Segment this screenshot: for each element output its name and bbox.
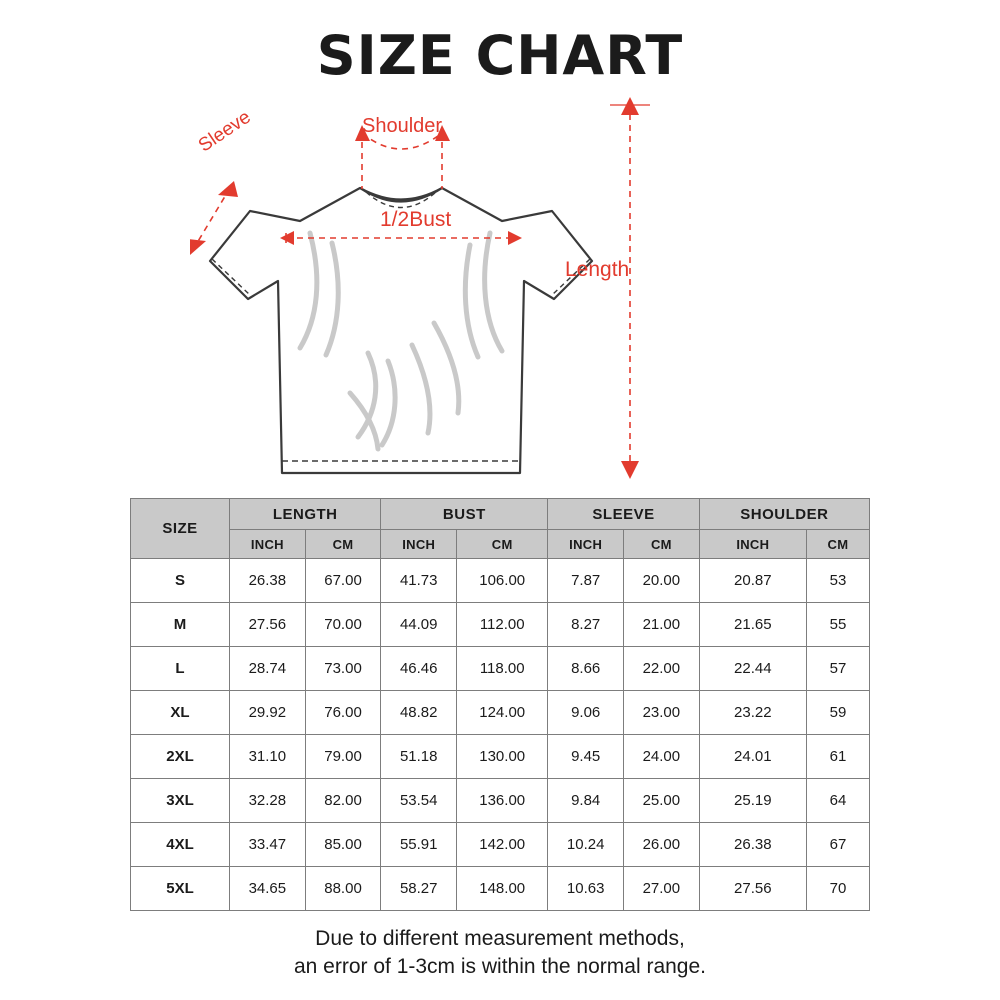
header-group-bust: BUST <box>381 499 548 530</box>
cell-length-inch: 29.92 <box>230 691 306 735</box>
page-title: SIZE CHART <box>316 24 684 87</box>
disclaimer-line-1: Due to different measurement methods, <box>315 927 685 950</box>
cell-shoulder-inch: 24.01 <box>699 735 806 779</box>
cell-shoulder-inch: 22.44 <box>699 647 806 691</box>
cell-length-inch: 31.10 <box>230 735 306 779</box>
size-table-body <box>131 559 870 911</box>
cell-length-cm: 85.00 <box>305 823 381 867</box>
cell-bust-inch: 51.18 <box>381 735 457 779</box>
header-shoulder-cm: CM <box>806 530 869 559</box>
header-length-inch: INCH <box>230 530 306 559</box>
cell-length-inch: 26.38 <box>230 559 306 603</box>
table-row <box>131 867 870 911</box>
header-shoulder-inch: INCH <box>699 530 806 559</box>
size-table <box>130 498 870 911</box>
cell-size: M <box>131 603 230 647</box>
cell-length-cm: 76.00 <box>305 691 381 735</box>
cell-size: 4XL <box>131 823 230 867</box>
label-shoulder: Shoulder <box>362 115 443 137</box>
cell-bust-inch: 41.73 <box>381 559 457 603</box>
cell-sleeve-inch: 7.87 <box>548 559 624 603</box>
label-sleeve: Sleeve <box>194 106 255 157</box>
cell-bust-inch: 55.91 <box>381 823 457 867</box>
cell-sleeve-inch: 10.24 <box>548 823 624 867</box>
cell-length-inch: 27.56 <box>230 603 306 647</box>
cell-length-inch: 34.65 <box>230 867 306 911</box>
cell-bust-cm: 148.00 <box>457 867 548 911</box>
cell-length-inch: 32.28 <box>230 779 306 823</box>
tshirt-measurement-illustration <box>190 93 810 488</box>
cell-size: L <box>131 647 230 691</box>
cell-sleeve-inch: 9.84 <box>548 779 624 823</box>
cell-sleeve-cm: 20.00 <box>624 559 700 603</box>
disclaimer-line-2: an error of 1-3cm is within the normal range. <box>293 955 706 979</box>
cell-sleeve-cm: 27.00 <box>624 867 700 911</box>
table-row <box>131 647 870 691</box>
table-row <box>131 779 870 823</box>
header-group-shoulder: SHOULDER <box>699 499 869 530</box>
cell-size: 5XL <box>131 867 230 911</box>
table-header-row-groups <box>131 499 870 530</box>
cell-sleeve-inch: 10.63 <box>548 867 624 911</box>
cell-shoulder-inch: 25.19 <box>699 779 806 823</box>
table-row <box>131 691 870 735</box>
table-row <box>131 559 870 603</box>
cell-size: 2XL <box>131 735 230 779</box>
header-group-sleeve: SLEEVE <box>548 499 699 530</box>
cell-bust-inch: 58.27 <box>381 867 457 911</box>
header-bust-inch: INCH <box>381 530 457 559</box>
cell-sleeve-cm: 26.00 <box>624 823 700 867</box>
cell-sleeve-cm: 23.00 <box>624 691 700 735</box>
table-row <box>131 735 870 779</box>
cell-shoulder-inch: 21.65 <box>699 603 806 647</box>
cell-length-inch: 33.47 <box>230 823 306 867</box>
cell-bust-inch: 48.82 <box>381 691 457 735</box>
cell-shoulder-cm: 61 <box>806 735 869 779</box>
cell-bust-inch: 53.54 <box>381 779 457 823</box>
label-half-bust: 1/2Bust <box>380 208 452 231</box>
cell-bust-inch: 46.46 <box>381 647 457 691</box>
cell-sleeve-inch: 9.06 <box>548 691 624 735</box>
cell-length-cm: 67.00 <box>305 559 381 603</box>
header-group-length: LENGTH <box>230 499 381 530</box>
cell-bust-cm: 136.00 <box>457 779 548 823</box>
cell-size: 3XL <box>131 779 230 823</box>
table-row <box>131 823 870 867</box>
cell-length-cm: 70.00 <box>305 603 381 647</box>
cell-bust-cm: 106.00 <box>457 559 548 603</box>
cell-sleeve-cm: 24.00 <box>624 735 700 779</box>
cell-shoulder-cm: 59 <box>806 691 869 735</box>
tshirt-diagram-svg <box>190 93 810 488</box>
cell-shoulder-inch: 27.56 <box>699 867 806 911</box>
cell-bust-cm: 130.00 <box>457 735 548 779</box>
cell-shoulder-cm: 55 <box>806 603 869 647</box>
header-size: SIZE <box>131 499 230 559</box>
cell-bust-inch: 44.09 <box>381 603 457 647</box>
cell-bust-cm: 118.00 <box>457 647 548 691</box>
table-header-row-units <box>131 530 870 559</box>
cell-sleeve-cm: 22.00 <box>624 647 700 691</box>
cell-sleeve-inch: 8.66 <box>548 647 624 691</box>
cell-sleeve-cm: 25.00 <box>624 779 700 823</box>
cell-size: S <box>131 559 230 603</box>
cell-length-cm: 79.00 <box>305 735 381 779</box>
cell-bust-cm: 112.00 <box>457 603 548 647</box>
cell-shoulder-cm: 64 <box>806 779 869 823</box>
cell-length-cm: 88.00 <box>305 867 381 911</box>
cell-shoulder-cm: 70 <box>806 867 869 911</box>
measurement-disclaimer <box>294 925 706 982</box>
header-length-cm: CM <box>305 530 381 559</box>
cell-shoulder-inch: 26.38 <box>699 823 806 867</box>
cell-sleeve-inch: 9.45 <box>548 735 624 779</box>
label-length: Length <box>565 258 630 281</box>
cell-shoulder-cm: 53 <box>806 559 869 603</box>
cell-bust-cm: 124.00 <box>457 691 548 735</box>
cell-shoulder-cm: 57 <box>806 647 869 691</box>
cell-length-cm: 73.00 <box>305 647 381 691</box>
table-row <box>131 603 870 647</box>
size-table-head <box>131 499 870 559</box>
header-sleeve-inch: INCH <box>548 530 624 559</box>
cell-shoulder-inch: 23.22 <box>699 691 806 735</box>
cell-shoulder-cm: 67 <box>806 823 869 867</box>
cell-size: XL <box>131 691 230 735</box>
cell-length-inch: 28.74 <box>230 647 306 691</box>
header-sleeve-cm: CM <box>624 530 700 559</box>
cell-bust-cm: 142.00 <box>457 823 548 867</box>
cell-sleeve-cm: 21.00 <box>624 603 700 647</box>
cell-length-cm: 82.00 <box>305 779 381 823</box>
cell-shoulder-inch: 20.87 <box>699 559 806 603</box>
cell-sleeve-inch: 8.27 <box>548 603 624 647</box>
header-bust-cm: CM <box>457 530 548 559</box>
